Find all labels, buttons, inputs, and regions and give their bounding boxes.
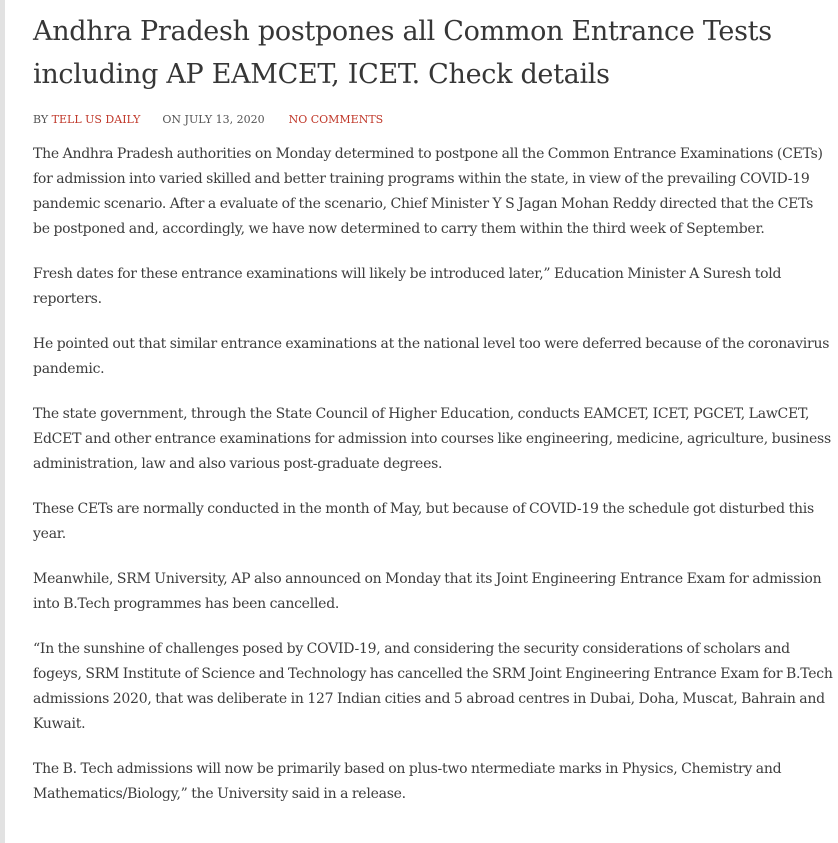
paragraph-8: The B. Tech admissions will now be primarily based on plus-two ntermediate marks in Physics, Chemistry and Mathematics/Biology,” the University said in a release. bbox=[33, 761, 782, 802]
paragraph-4: The state government, through the State Council of Higher Education, conducts EAMCET, ICET, PGCET, LawCET, EdCET and other entrance examinations for admission into courses like engineering, medicine, agriculture, business administration, law and also various post-graduate degrees. bbox=[33, 406, 831, 472]
paragraph-2: Fresh dates for these entrance examinations will likely be introduced later,” Education Minister A Suresh told reporters. bbox=[33, 266, 782, 307]
paragraph-1: The Andhra Pradesh authorities on Monday determined to postpone all the Common Entrance Examinations (CETs) for admission into varied skilled and better training programs within the state, in view of the prevailing COVID-19 pandemic scenario. After a evaluate of the scenario, Chief Minister Y S Jagan Mohan Reddy directed that the CETs be postponed and, accordingly, we have now determined to carry them within the third week of September. bbox=[33, 146, 823, 237]
article bbox=[33, 10, 833, 827]
paragraph-3: He pointed out that similar entrance examinations at the national level too were deferred because of the coronavirus pandemic. bbox=[33, 336, 830, 377]
paragraph-5: These CETs are normally conducted in the month of May, but because of COVID-19 the schedule got disturbed this year. bbox=[33, 501, 814, 542]
paragraph-7: “In the sunshine of challenges posed by COVID-19, and considering the security considerations of scholars and fogeys, SRM Institute of Science and Technology has cancelled the SRM Joint Engineering Entrance Exam for B.Tech admissions 2020, that was deliberate in 127 Indian cities and 5 abroad centres in Dubai, Doha, Muscat, Bahrain and Kuwait. bbox=[33, 641, 833, 732]
article-title: Andhra Pradesh postpones all Common Entrance Tests including AP EAMCET, ICET. Check details bbox=[33, 16, 772, 90]
byline-prefix: BY bbox=[33, 113, 49, 126]
left-border-rule bbox=[0, 0, 5, 843]
article-meta bbox=[33, 112, 833, 128]
article-body bbox=[33, 142, 833, 807]
post-date: ON JULY 13, 2020 bbox=[162, 113, 265, 126]
comments-link[interactable]: NO COMMENTS bbox=[288, 113, 384, 126]
paragraph-6: Meanwhile, SRM University, AP also announced on Monday that its Joint Engineering Entrance Exam for admission into B.Tech programmes has been cancelled. bbox=[33, 571, 822, 612]
author-link[interactable]: TELL US DAILY bbox=[51, 113, 141, 126]
